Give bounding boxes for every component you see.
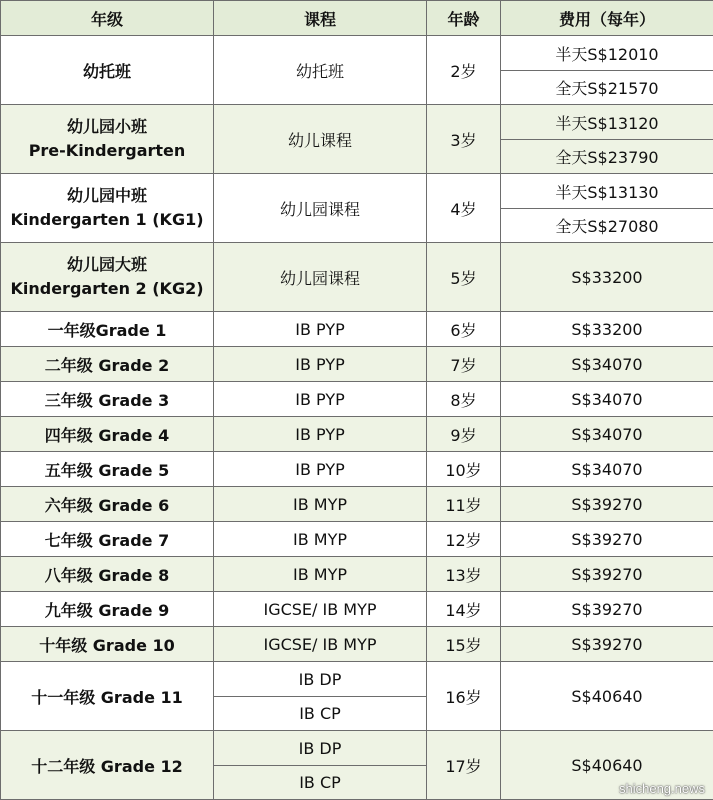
grade-name-en: Kindergarten 2 (KG2) bbox=[10, 279, 204, 298]
watermark: shicheng.news bbox=[619, 781, 705, 796]
table-row bbox=[1, 731, 713, 766]
grade-cell: 十一年级 Grade 11 bbox=[1, 662, 214, 731]
age-cell: 15岁 bbox=[427, 627, 501, 662]
grade-cell: 四年级 Grade 4 bbox=[1, 417, 214, 452]
course-cell: IB DP bbox=[214, 731, 427, 766]
fee-half-cell: 半天S$12010 bbox=[501, 36, 713, 71]
grade-name-cn: 幼儿园小班 bbox=[66, 117, 147, 136]
age-cell: 3岁 bbox=[427, 105, 501, 174]
grade-cell: 六年级 Grade 6 bbox=[1, 487, 214, 522]
age-cell: 14岁 bbox=[427, 592, 501, 627]
age-cell: 17岁 bbox=[427, 731, 501, 800]
course-cell: IB DP bbox=[214, 662, 427, 697]
table-row bbox=[1, 662, 713, 697]
age-cell: 10岁 bbox=[427, 452, 501, 487]
course-cell: IB PYP bbox=[214, 417, 427, 452]
fee-cell: S$40640 bbox=[501, 662, 713, 731]
course-cell: IB CP bbox=[214, 766, 427, 800]
course-cell: IGCSE/ IB MYP bbox=[214, 592, 427, 627]
fee-cell: S$39270 bbox=[501, 557, 713, 592]
grade-cell: 七年级 Grade 7 bbox=[1, 522, 214, 557]
course-cell: 幼儿园课程 bbox=[214, 174, 427, 243]
course-cell: IB MYP bbox=[214, 557, 427, 592]
age-cell: 6岁 bbox=[427, 312, 501, 347]
grade-cell: 十年级 Grade 10 bbox=[1, 627, 214, 662]
grade-name-cn: 幼儿园大班 bbox=[66, 255, 147, 274]
age-cell: 8岁 bbox=[427, 382, 501, 417]
fee-cell: S$34070 bbox=[501, 347, 713, 382]
fee-cell: S$34070 bbox=[501, 452, 713, 487]
table-row bbox=[1, 557, 713, 592]
header-fee: 费用（每年） bbox=[501, 1, 713, 36]
grade-cell bbox=[1, 105, 214, 174]
fee-full-cell: 全天S$21570 bbox=[501, 71, 713, 105]
age-cell: 16岁 bbox=[427, 662, 501, 731]
table-row bbox=[1, 417, 713, 452]
fee-cell: S$34070 bbox=[501, 417, 713, 452]
fee-cell: S$34070 bbox=[501, 382, 713, 417]
table-row bbox=[1, 174, 713, 209]
age-cell: 7岁 bbox=[427, 347, 501, 382]
age-cell: 5岁 bbox=[427, 243, 501, 312]
fee-cell: S$33200 bbox=[501, 243, 713, 312]
table-row bbox=[1, 382, 713, 417]
fee-half-cell: 半天S$13130 bbox=[501, 174, 713, 209]
table-row bbox=[1, 105, 713, 140]
course-cell: 幼托班 bbox=[214, 36, 427, 105]
age-cell: 9岁 bbox=[427, 417, 501, 452]
grade-cell: 一年级Grade 1 bbox=[1, 312, 214, 347]
grade-cell: 二年级 Grade 2 bbox=[1, 347, 214, 382]
fee-cell: S$39270 bbox=[501, 522, 713, 557]
fee-cell: S$40640 bbox=[501, 731, 713, 800]
age-cell: 12岁 bbox=[427, 522, 501, 557]
grade-cell: 五年级 Grade 5 bbox=[1, 452, 214, 487]
grade-cell bbox=[1, 174, 214, 243]
course-cell: 幼儿园课程 bbox=[214, 243, 427, 312]
grade-name-en: Pre-Kindergarten bbox=[28, 141, 186, 160]
course-cell: IB PYP bbox=[214, 312, 427, 347]
grade-cell: 三年级 Grade 3 bbox=[1, 382, 214, 417]
header-grade: 年级 bbox=[1, 1, 214, 36]
course-cell: IB PYP bbox=[214, 452, 427, 487]
course-cell: 幼儿课程 bbox=[214, 105, 427, 174]
table-row bbox=[1, 627, 713, 662]
header-age: 年龄 bbox=[427, 1, 501, 36]
header-course: 课程 bbox=[214, 1, 427, 36]
course-cell: IB CP bbox=[214, 697, 427, 731]
course-cell: IGCSE/ IB MYP bbox=[214, 627, 427, 662]
fee-cell: S$33200 bbox=[501, 312, 713, 347]
fee-cell: S$39270 bbox=[501, 627, 713, 662]
grade-name-cn: 幼儿园中班 bbox=[66, 186, 147, 205]
age-cell: 13岁 bbox=[427, 557, 501, 592]
table-row bbox=[1, 243, 713, 312]
table-row bbox=[1, 347, 713, 382]
table-row bbox=[1, 36, 713, 71]
table-row bbox=[1, 312, 713, 347]
age-cell: 2岁 bbox=[427, 36, 501, 105]
course-cell: IB MYP bbox=[214, 487, 427, 522]
table-row bbox=[1, 592, 713, 627]
grade-cell: 幼托班 bbox=[1, 36, 214, 105]
age-cell: 11岁 bbox=[427, 487, 501, 522]
fee-full-cell: 全天S$27080 bbox=[501, 209, 713, 243]
grade-cell bbox=[1, 243, 214, 312]
fee-half-cell: 半天S$13120 bbox=[501, 105, 713, 140]
fee-cell: S$39270 bbox=[501, 487, 713, 522]
grade-cell: 十二年级 Grade 12 bbox=[1, 731, 214, 800]
course-cell: IB PYP bbox=[214, 347, 427, 382]
table-row bbox=[1, 487, 713, 522]
fee-full-cell: 全天S$23790 bbox=[501, 140, 713, 174]
course-cell: IB PYP bbox=[214, 382, 427, 417]
course-cell: IB MYP bbox=[214, 522, 427, 557]
grade-cell: 八年级 Grade 8 bbox=[1, 557, 214, 592]
header-row bbox=[1, 1, 713, 36]
age-cell: 4岁 bbox=[427, 174, 501, 243]
table-row bbox=[1, 452, 713, 487]
grade-cell: 九年级 Grade 9 bbox=[1, 592, 214, 627]
fee-cell: S$39270 bbox=[501, 592, 713, 627]
grade-name-en: Kindergarten 1 (KG1) bbox=[10, 210, 204, 229]
table-row bbox=[1, 522, 713, 557]
